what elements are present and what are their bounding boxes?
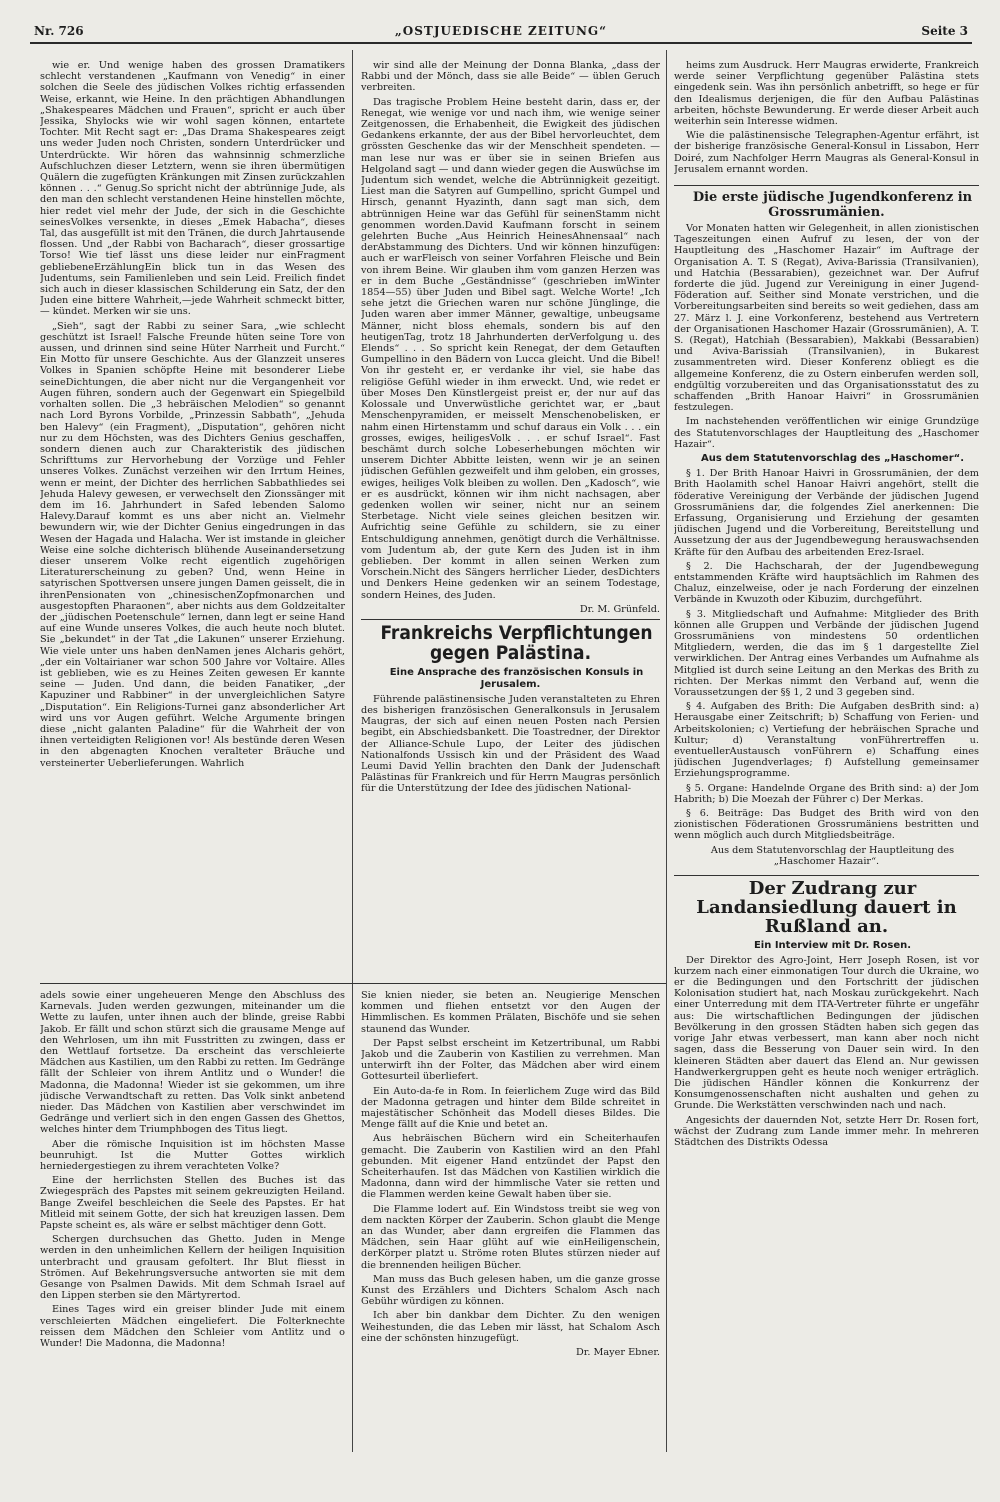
subheadline-statutenvorschlag: Aus dem Statutenvorschlag des „Haschomer“. [700, 453, 965, 465]
paragraph: Angesichts der dauernden Not, setzte Herr Dr. Rosen fort, wächst der Zudrang zum Lande immer mehr. In mehreren Städtchen des Distrikts Odessa [674, 1114, 979, 1148]
paragraph: Vor Monaten hatten wir Gelegenheit, in allen zionistischen Tageszeitungen einen Aufruf zu lesen, der von der Hauptleitung des „Haschomer Hazair“ im Auftrage der Organisation A. T. S (Regat), Aviva-Barissia (Transilvanien), und Hatchia (Bessarabien), gezeichnet war. Der Aufruf forderte die jüd. Jugend zur Vereinigung in einer Jugend-Föderation auf. Seither sind Monate verstrichen, und die Vorbereitungsarbeiten sind bereits so weit gediehen, dass am 27. März l. J. eine Vorkonferenz, bestehend aus Vertretern der Organisationen Haschomer Hazair (Grossrumänien), A. T. S. (Regat), Hatchiah (Bessarabien), Makkabi (Bessarabien) und Aviva-Barissiah (Transilvanien), in Bukarest zusammentreten wird. Dieser Konferenz obliegt es die allgemeine Konferenz, die zu Ostern einberufen werden soll, endgültig vorzubereiten und das Organisationsstatut des zu schaffenden „Brith Hanoar Haivri“ in Grossrumänien festzulegen. [674, 223, 979, 414]
paragraph: Ein Auto-da-fe in Rom. In feierlichem Zuge wird das Bild der Madonna getragen und hinter dem Bilde schreitet in majestätischer Schönheit das Modell dieses Bildes. Die Menge fällt auf die Knie und betet an. [361, 1085, 660, 1131]
paragraph: § 2. Die Hachscharah, der der Jugendbewegung entstammenden Kräfte wird hauptsächlich im Rahmen des Chaluz, einzelweise, oder je nach Forderung der einzelnen Verbände in Kwuzoth oder Kibuzim, durchgeführt. [674, 560, 979, 606]
issue-number: Nr. 726 [34, 24, 84, 38]
column-rule-right [666, 50, 667, 1452]
article-divider [361, 619, 660, 620]
column-asch-review-part2 [361, 990, 660, 1452]
paragraph: Man muss das Buch gelesen haben, um die ganze grosse Kunst des Erzählers und Dichters Schalom Asch nach Gebühr würdigen zu können. [361, 1273, 660, 1308]
column-heine-article-part2 [361, 60, 660, 978]
paragraph: Aber die römische Inquisition ist im höchsten Masse beunruhigt. Ist die Mutter Gottes wirklich herniedergestiegen zu ihrem verachteten Volke? [40, 1138, 345, 1173]
paragraph: adels sowie einer ungeheueren Menge den Abschluss des Karnevals. Juden werden gezwungen, miteinander um die Wette zu laufen, unter ihnen auch der blinde, greise Rabbi Jakob. Er fällt und schon stürzt sich die grausame Menge auf den Wehrlosen, um ihn mit Fusstritten zu zwingen, dass er den Wettlauf fortsetze. Da erscheint das verschleierte Mädchen aus Kastilien, um den Rabbi zu retten. Im Gedränge fällt der Schleier von ihrem Antlitz und o Wunder! die Madonna, die Madonna! Wieder ist sie gekommen, um ihre jüdische Verwandtschaft zu retten. Das Volk sinkt anbetend nieder. Das Mädchen von Kastilien aber verschwindet im Gedränge und verliert sich in den engen Gassen des Ghettos, welches hinter dem Triumphbogen des Titus liegt. [40, 990, 345, 1136]
paragraph: Im nachstehenden veröffentlichen wir einige Grundzüge des Statutenvorschlages der Hauptleitung des „Haschomer Hazair“. [674, 416, 979, 450]
section-divider [40, 983, 666, 984]
paragraph: wie er. Und wenige haben des grossen Dramatikers schlecht verstandenen „Kaufmann von Venedig“ in einer solchen die Seele des jüdischen Volkes richtig erfassenden Weise, erkannt, wie Heine. In den prächtigen Abhandlungen „Shakespeares Mädchen und Frauen“, spricht er auch über Jessika, Shylocks wie wir wohl sagen können, entartete Tochter. Mit Recht sagt er: „Das Drama Shakespeares zeigt uns weder Juden noch Christen, sondern Unterdrücker und Unterdrückte. Wir hören das wahnsinnig schmerzliche Aufschluchzen dieser Letztern, wenn sie ihren übermütigen Quälern die zugefügten Kränkungen mit Zinsen zurückzahlen können . . .“ Genug.So spricht nicht der abtrünnige Jude, als den man den schlecht verstandenen Heine hinstellen möchte, hier redet viel mehr der Jude, der sich in die Geschichte seinesVolkes versenkte, in dieses „Emek Habacha“, dieses Tal, das ausgefüllt ist mit den Tränen, die durch Jahrtausende flossen. Und „der Rabbi von Bacharach“, dieser grossartige Torso! Wie tief lässt uns diese leider nur einFragment gebliebeneErzählungEin blick tun in das Wesen des Judentums, sein Familienleben und sein Leid. Freilich findet sich auch in dieser klassischen Schilderung ein Satz, der den Juden eine bittere Wahrheit,—jede Wahrheit schmeckt bitter, — kündet. Merken wir sie uns. [40, 60, 345, 318]
column-rule-left [352, 50, 353, 1452]
paragraph: Ich aber bin dankbar dem Dichter. Zu den wenigen Weihestunden, die das Leben mir lässt, hat Schalom Asch eine der schönsten hinzugefügt. [361, 1310, 660, 1344]
paragraph: Führende palästinensische Juden veranstalteten zu Ehren des bisherigen französischen Generalkonsuls in Jerusalem Maugras, der sich auf einen neuen Posten nach Persien begibt, ein Abschiedsbankett. Die Toastredner, der Direktor der Alliance-Schule Lupo, der Leiter des jüdischen Nationalfonds Ussisch kin und der Präsident des Waad Leumi David Yellin brachten den Dank der Judenschaft Palästinas für Frankreich und für Herrn Maugras persönlich für die Unterstützung der Idee des jüdischen National- [361, 693, 660, 795]
paragraph: heims zum Ausdruck. Herr Maugras erwiderte, Frankreich werde seiner Verpflichtung gegenüber Palästina stets eingedenk sein. Was ihn persönlich anbetrifft, so hege er für den Idealismus derjenigen, die für den Aufbau Palästinas arbeiten, höchste Bewunderung. Er werde dieser Arbeit auch weiterhin sein Interesse widmen. [674, 60, 979, 128]
paragraph: § 5. Organe: Handelnde Organe des Brith sind: a) der Jom Habrith; b) Die Moezah der Führer c) Der Merkas. [674, 782, 979, 805]
paragraph: § 6. Beiträge: Das Budget des Brith wird von den zionistischen Föderationen Grossrumäniens bestritten und wenn möglich auch durch Mitgliedsbeiträge. [674, 807, 979, 842]
headline-zudrang: Der Zudrang zur Landansiedlung dauert in Rußland an. [696, 878, 957, 937]
column-right [674, 60, 979, 1452]
page-header [30, 18, 972, 44]
paragraph: Eine der herrlichsten Stellen des Buches ist das Zwiegespräch des Papstes mit seinem gekreuzigten Heiland. Bange Zweifel beschleichen die Seele des Papstes. Er hat Mitleid mit seinem Gotte, der sich hat kreuzigen lassen. Dem Papste scheint es, als wäre er selbst mächtiger denn Gott. [40, 1175, 345, 1232]
newspaper-title: „OSTJUEDISCHE ZEITUNG“ [394, 24, 608, 38]
paragraph: Der Papst selbst erscheint im Ketzertribunal, um Rabbi Jakob und die Zauberin von Kastilien zu verrehmen. Man unterwirft ihn der Folter, das Mädchen aber wird einem Gottesurteil überliefert. [361, 1037, 660, 1083]
paragraph: Die Flamme lodert auf. Ein Windstoss treibt sie weg von dem nackten Körper der Zauberin. Schon glaubt die Menge an das Wunder, aber dann ergreifen die Flammen das Mädchen, sein Haar glüht auf wie einHeiligenschein, derKörper platzt u. Ströme roten Blutes stürzen nieder auf die brennenden heiligen Bücher. [361, 1203, 660, 1271]
column-asch-review-part1 [40, 990, 345, 1452]
headline-jugendkonferenz: Die erste jüdische Jugendkonferenz in Grossrumänien. [692, 190, 973, 221]
paragraph: Schergen durchsuchen das Ghetto. Juden in Menge werden in den unheimlichen Kellern der heiligen Inquisition unterbracht und grausam gefoltert. Ihr Blut fliesst in Strömen. Auf Bekehrungsversuche antworten sie mit dem Gesange von Psalmen Dawids. Mit dem Schmah Israel auf den Lippen sterben sie den Märtyrertod. [40, 1234, 345, 1302]
paragraph: Aus hebräischen Büchern wird ein Scheiterhaufen gemacht. Die Zauberin von Kastilien wird an den Pfahl gebunden. Mit eigener Hand entzündet der Papst den Scheiterhaufen. Ist das Mädchen von Kastilien wirklich die Madonna, dann wird der himmlische Vater sie retten und die Flammen werden keine Gewalt haben über sie. [361, 1133, 660, 1201]
paragraph: Eines Tages wird ein greiser blinder Jude mit einem verschleierten Mädchen eingeliefert. Die Folterknechte reissen dem Mädchen den Schleier vom Antlitz und o Wunder! Die Madonna, die Madonna! [40, 1304, 345, 1350]
paragraph: Wie die palästinensische Telegraphen-Agentur erfährt, ist der bisherige französische General-Konsul in Lissabon, Herr Doiré, zum Nachfolger Herrn Maugras als General-Konsul in Jerusalem ernannt worden. [674, 130, 979, 175]
paragraph: Sie knien nieder, sie beten an. Neugierige Menschen kommen und fliehen entsetzt vor den Augen der Himmlischen. Es kommen Prälaten, Bischöfe und sie sehen staunend das Wunder. [361, 990, 660, 1035]
author-signature: Dr. M. Grünfeld. [579, 603, 660, 615]
paragraph: § 3. Mitgliedschaft und Aufnahme: Mitglieder des Brith können alle Gruppen und Verbände der jüdischen Jugend Grossrumäniens von mindestens 50 ordentlichen Mitgliedern, werden, die das im § 1 dargestellte Ziel verwirklichen. Der Antrag eines Verbandes um Aufnahme als Mitglied ist durch seine Leitung an den Merkas des Brith zu richten. Der Merkas nimmt den Verband auf, wenn die Voraussetzungen der §§ 1, 2 und 3 gegeben sind. [674, 608, 979, 698]
article-divider [674, 875, 979, 876]
paragraph: Der Direktor des Agro-Joint, Herr Joseph Rosen, ist vor kurzem nach einer einmonatigen Tour durch die Ukraine, wo er die Bedingungen und den Fortschritt der jüdischen Kolonisation studiert hat, nach Moskau zurückgekehrt. Nach einer Unterredung mit dem ITA-Vertreter führte er ungefähr aus: Die wirtschaftlichen Bedingungen der jüdischen Bevölkerung in den grossen Städten haben sich gegen das vorige Jahr etwas verbessert, man kann aber noch nicht sagen, dass die Besserung von Dauer sein wird. In den kleineren Städten aber dauert das Elend an. Nur gewissen Handwerkergruppen geht es heute noch weniger erträglich. Die jüdischen Händler können die Konkurrenz der Konsumgenossenschaften nicht aushalten und gehen zu Grunde. Die Werkstätten verschwinden nach und nach. [674, 954, 979, 1112]
paragraph: § 4. Aufgaben des Brith: Die Aufgaben desBrith sind: a) Herausgabe einer Zeitschrift; b) Schaffung von Ferien- und Arbeitskolonien; c) Vertiefung der hebräischen Sprache und Kultur; d) Veranstaltung vonFührertreffen u. eventuellerAustausch vonFührern e) Schaffung eines jüdischen Jugendverlages; f) Aufstellung gemeinsamer Erziehungsprogramme. [674, 701, 979, 780]
article-divider [674, 185, 979, 186]
subheadline-frankreich: Eine Ansprache des französischen Konsuls in Jerusalem. [389, 666, 644, 690]
paragraph: wir sind alle der Meinung der Donna Blanka, „dass der Rabbi und der Mönch, dass sie alle Beide“ — üblen Geruch verbreiten. [361, 60, 660, 94]
paragraph: „Sieh“, sagt der Rabbi zu seiner Sara, „wie schlecht geschützt ist Israel! Falsche Freunde hüten seine Tore von aussen, und drinnen sind seine Hüter Narrheit und Furcht.“ Ein Motto für unsere Geschichte. Aus der Glanzzeit unseres Volkes in Spanien schöpfte Heine mit besonderer Liebe seineDichtungen, die aber nicht nur die Vergangenheit vor Augen führen, sondern auch der Gegenwart ein Spiegelbild vorhalten sollen. Die „3 hebräischen Melodien“ so genannt nach Lord Byrons Vorbilde, „Prinzessin Sabbath“, „Jehuda ben Halevy“ (ein Fragment), „Disputation“, gehören nicht nur zu dem Höchsten, was des Dichters Genius geschaffen, sondern dienen auch zur Charakteristik des jüdischen Schrifttums zur Hervorhebung der Vorzüge und Fehler unseres Volkes. Zunächst verzeihen wir den Irrtum Heines, wenn er meint, der Dichter des herrlichen Sabbathliedes sei Jehuda Halevy gewesen, er verwechselt den Zionssänger mit dem im 16. Jahrhundert in Safed lebenden Salomo Halevy.Darauf kommt es uns aber nicht an. Vielmehr bewundern wir, wie der Dichter Genius eingedrungen in das Wesen der Hagada und Halacha. Wer ist imstande in gleicher Weise eine solche dichterisch blühende Auseinandersetzung dieser unserem Volke recht eigentlich zugehörigen Literaturerscheinung zu geben? Und, wenn Heine in satyrischen Spottversen unsere jungen Damen geisselt, die in ihrenPensionaten von „chinesischenZopfmonarchen und ausgestopften Pharaonen“, aber nichts aus dem Goldzeitalter der „jüdischen Poetenschule“ lernen, dann legt er seine Hand auf eine Wunde unseres Volkes, die auch heute noch blutet. Sie „bekundet“ in der Tat „die Lakunen“ unserer Erziehung. Wie viele unter uns haben denNamen jenes Alcharis gehört, „der ein Voltairianer war schon 500 Jahre vor Voltaire. Alles ist geblieben, wie es zu Heines Zeiten gewesen Er kannte seine — Juden. Und dann, die beiden Fanatiker, „der Kapuziner und Rabbiner“ in der unvergleichlichen Satyre „Disputation“. Ein Religions-Turnei ganz absonderlicher Art wird uns vor Augen geführt. Welche Argumente bringen diese „nicht galanten Paladine“ für die Wahrheit der von ihnen verteidigten Religionen vor! Als bestünde deren Wesen in den abgenagten Knochen veralteter Bräuche und versteinerter Ueberlieferungen. Wahrlich [40, 320, 345, 769]
paragraph: Das tragische Problem Heine besteht darin, dass er, der Renegat, wie wenige vor und nach ihm, wie wenige seiner Zeitgenossen, die Erhabenheit, die Ewigkeit des jüdischen Gedankens erkannte, der aus der Bibel hervorleuchtet, dem grössten Geschenke das wir der Menschheit spendeten. — man lese nur was er über sie in seinen Briefen aus Helgoland sagt — und dann wieder gegen die Auswüchse im Judentum sich wendet, welche die Abtrünnigkeit gezeitigt. Liest man die Satyren auf Gumpellino, spricht Gumpel und Hirsch, genannt Hyazinth, dann sagt man sich, dem abtrünnigen Heine war das Gefühl für seinenStamm nicht genommen worden.David Kaufmann forscht in seinem gelehrten Buche „Aus Heinrich HeinesAhnensaal“ nach derAbstammung des Dichters. Und wir können hinzufügen: auch er warFleisch von seiner Vorfahren Fleische und Bein von ihrem Beine. Wir glauben ihm vom ganzen Herzen was er in dem Buche „Geständnisse“ (geschrieben imWinter 1854—55) über Juden und Bibel sagt. Welche Worte! „Ich sehe jetzt die Griechen waren nur schöne Jünglinge, die Juden waren aber immer Männer, gewaltige, unbeugsame Männer, nicht bloss ehemals, sondern bis auf den heutigenTag, trotz 18 Jahrhunderten derVerfolgung u. des Elends“ . . . So spricht kein Renegat, der dem Getauften Gumpellino in den Bädern von Lucca gleicht. Und die Bibel! Von ihr gesteht er, er verdanke ihr viel, sie habe das religiöse Gefühl wieder in ihm erweckt. Und, wie redet er über Moses Den Künstlergeist preist er, der nur auf das Kolossale und Unverwüstliche gerichtet war, er „baut Menschenpyramiden, er meisselt Menschenobelisken, er nahm einen Hirtenstamm und schuf daraus ein Volk . . . ein grosses, ewiges, heiligesVolk . . . er schuf Israel“. Fast beschämt durch solche Lobeserhebungen möchten wir unserem Dichter Abbitte leisten, wenn wir je an seinen jüdischen Gefühlen gezweifelt und ihm geloben, ein grosses, ewiges, heiliges Volk bleiben zu wollen. Den „Kadosch“, wie er es ausdrückt, können wir ihm nicht nachsagen, aber gedenken wollen wir seiner, nicht nur an seinem Sterbetage. Nicht viele seines gleichen besitzen wir. Aufrichtig seine Gefühle zu schildern, sie zu einer Entschuldigung annehmen, genötigt durch die Verhältnisse. vom Judentum ab, der gute Kern des Juden ist in ihm geblieben. Der kommt in allen seinen Werken zum Vorschein.Nicht des Sängers herrlicher Lieder, desDichters und Denkers Heine gedenken wir an seinem Todestage, sondern Heines, des Juden. [361, 96, 660, 601]
headline-frankreich: Frankreichs Verpflichtungen gegen Palästina. [380, 621, 653, 664]
column-heine-article-part1 [40, 60, 345, 978]
paragraph: § 1. Der Brith Hanoar Haivri in Grossrumänien, der dem Brith Haolamith schel Hanoar Haivri angehört, stellt die föderative Vereinigung der Verbände der jüdischen Jugend Grossrumäniens dar, die folgendes Ziel anerkennen: Die Erfassung, Organisierung und Erziehung der gesamten jüdischen Jugend und die Vorbereitung, Bereitstellung und Aussetzung der aus der Jugendbewegung herauswachsenden Kräfte für den Aufbau des arbeitenden Erez-Israel. [674, 468, 979, 558]
page-number: Seite 3 [921, 24, 968, 38]
paragraph: Aus dem Statutenvorschlag der Hauptleitung des „Haschomer Hazair“. [710, 844, 955, 867]
author-signature: Dr. Mayer Ebner. [576, 1347, 660, 1359]
subheadline-interview: Ein Interview mit Dr. Rosen. [753, 939, 912, 951]
